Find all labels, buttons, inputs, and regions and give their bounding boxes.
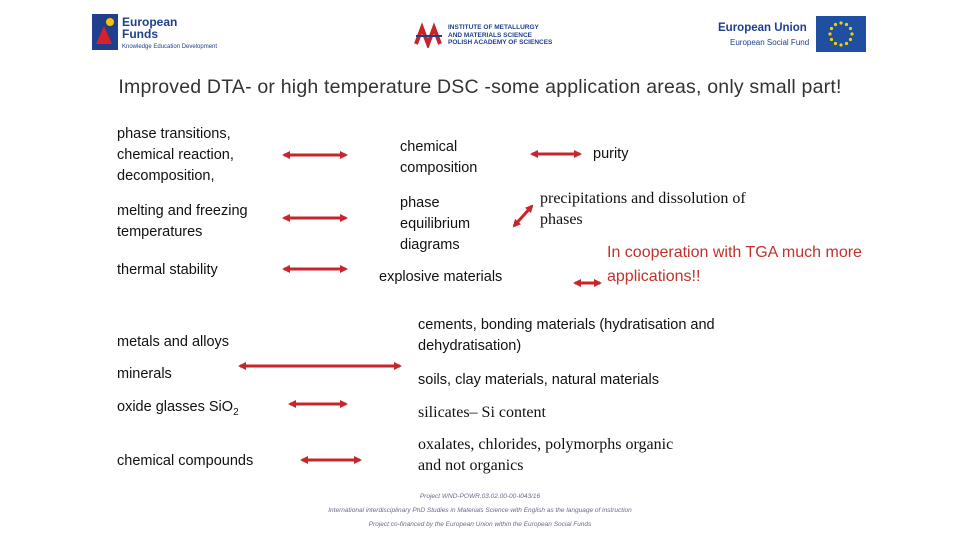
mid-item-chemical-composition: chemical composition: [400, 139, 478, 176]
left-item-metals-alloys: metals and alloys: [117, 334, 230, 350]
european-funds-subtitle: Knowledge Education Development: [122, 44, 218, 50]
arrow-phase-diagram-precip: [514, 206, 532, 226]
right-item-precipitations: precipitations and dissolution of phases: [540, 190, 746, 228]
slide-title: Improved DTA- or high temperature DSC -some application areas, only small part!: [118, 76, 842, 98]
left-item-phase-transitions: phase transitions, chemical reaction, decomposition,: [117, 126, 234, 184]
eu-title: European Union: [718, 22, 807, 34]
eu-subtitle: European Social Fund: [730, 38, 810, 47]
right-item-soils: soils, clay materials, natural materials: [418, 372, 659, 388]
right-item-silicates: silicates– Si content: [418, 404, 546, 421]
oxide-formula-sub: $O_2$: [221, 399, 239, 418]
left-item-oxide-glasses: oxide glasses SiO$_2$: [117, 399, 239, 418]
right-item-oxalates: oxalates, chlorides, polymorphs organic and not organics: [418, 436, 674, 474]
mid-item-explosive-materials: explosive materials: [379, 269, 503, 285]
footer-project: Project WND-POWR.03.02.00-00-I043/16: [419, 493, 541, 500]
right-item-purity: purity: [593, 146, 629, 162]
footer-studies: International interdisciplinary PhD Studies in Materials Science with English as the language of instruction: [328, 507, 632, 514]
right-item-cements: cements, bonding materials (hydratisation and dehydratisation): [418, 317, 715, 354]
institute-name: INSTITUTE OF METALLURGY AND MATERIALS SCIENCE POLISH ACADEMY OF SCIENCES: [448, 24, 553, 46]
european-funds-title: European Funds: [122, 15, 178, 41]
cooperation-note: In cooperation with TGA much more applications!!: [607, 244, 862, 285]
left-item-thermal-stability: thermal stability: [117, 262, 218, 278]
left-item-chemical-compounds: chemical compounds: [117, 453, 254, 469]
mid-item-phase-diagrams: phase equilibrium diagrams: [400, 195, 471, 253]
footer-cofinanced: Project co-financed by the European Union within the European Social Funds: [368, 521, 592, 528]
left-item-minerals: minerals: [117, 366, 172, 382]
left-item-melting-freezing: melting and freezing temperatures: [117, 203, 248, 240]
